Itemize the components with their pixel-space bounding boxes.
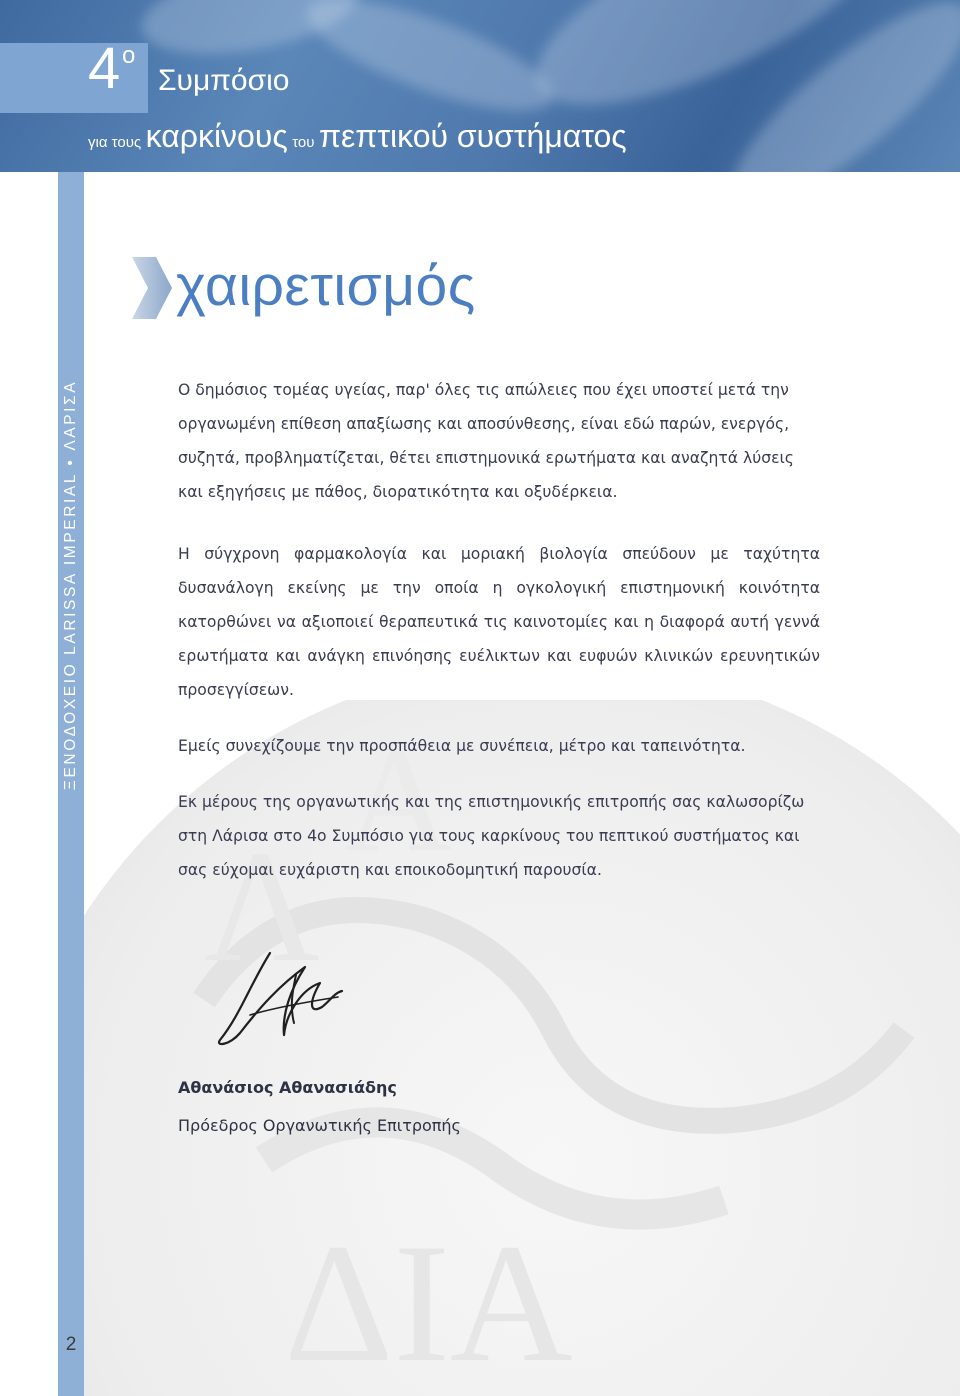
subtitle-part-3: του: [292, 134, 315, 151]
paragraph-3: Εμείς συνεχίζουμε την προσπάθεια με συνέπεια, μέτρο και ταπεινότητα.: [178, 737, 746, 755]
svg-text:Α: Α: [344, 717, 453, 883]
subtitle-part-2: καρκίνους: [145, 118, 288, 154]
page-number: 2: [65, 1334, 77, 1355]
edition-number: 4: [88, 36, 121, 101]
svg-text:ΔΙΑ: ΔΙΑ: [284, 1209, 573, 1396]
chevron-right-icon: [130, 255, 174, 321]
side-band-caption: [60, 345, 82, 825]
paragraph-1: Ο δημόσιος τομέας υγείας, παρ' όλες τις απώλειες που έχει υποστεί μετά την οργανωμένη επίθεση απαξίωσης και αποσύνθεσης, είναι εδώ παρών, ενεργός, συζητά, προβληματίζεται, θέτει επιστημονικά ερωτήματα και αναζητά λύσεις και εξηγήσεις με πάθος, διορατικότητα και οξυδέρκεια.: [178, 381, 794, 501]
subtitle-part-1: για τους: [88, 134, 142, 151]
handwritten-signature: [210, 945, 350, 1055]
event-subtitle: [88, 120, 627, 152]
venue-vertical-text: ΞΕΝΟΔΟΧΕΙΟ LARISSA IMPERIAL • ΛΑΡΙΣΑ: [62, 379, 79, 791]
signatory-name: Αθανάσιος Αθανασιάδης: [178, 1078, 397, 1097]
paragraph-2: Η σύγχρονη φαρμακολογία και μοριακή βιολογία σπεύδουν με ταχύτητα δυσανάλογη εκείνης με την οποία η ογκολογική επιστημονική κοινότητα κατορθώνει να αξιοποιεί θεραπευτικά τις καινοτομίες και η διαφορά αυτή γεννά ερωτήματα και ανάγκη επινόησης ευέλικτων και ευφυών κλινικών ερευνητικών προσεγγίσεων.: [178, 545, 820, 699]
signatory-role: Πρόεδρος Οργανωτικής Επιτροπής: [178, 1116, 461, 1135]
page-heading: χαιρετισμός: [176, 254, 476, 318]
header-banner: [0, 0, 960, 172]
svg-text:Λ: Λ: [204, 817, 321, 995]
event-title: Συμπόσιο: [158, 64, 290, 97]
subtitle-part-4: πεπτικού συστήματος: [318, 118, 627, 154]
edition-number-superscript: ο: [122, 42, 136, 69]
paragraph-4: Εκ μέρους της οργανωτικής και της επιστημονικής επιτροπής σας καλωσορίζω στη Λάρισα στο 4ο Συμπόσιο για τους καρκίνους του πεπτικού συστήματος και σας εύχομαι ευχάριστη και εποικοδομητική παρουσία.: [178, 793, 805, 879]
